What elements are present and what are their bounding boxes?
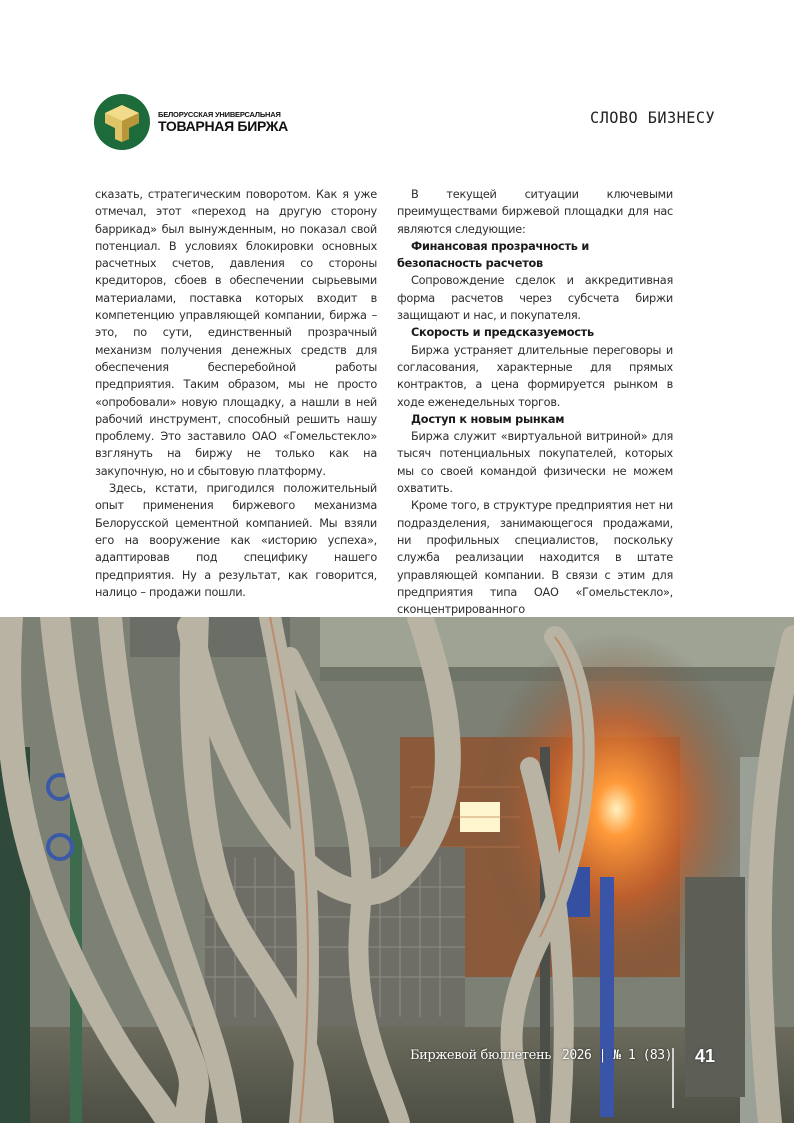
subheading: Финансовая прозрачность и безопасность расчетов [397,239,590,271]
section-title: СЛОВО БИЗНЕСУ [590,108,716,127]
paragraph: Биржа служит «виртуальной витриной» для тысяч потенциальных покупателей, которых мы со своей командой физически не можем охватить. [397,430,673,496]
footer-divider [672,1048,674,1108]
factory-photo [0,617,794,1123]
logo-title: ТОВАРНАЯ БИРЖА [158,118,288,134]
issue-number: 2026 | № 1 (83) [562,1048,672,1063]
article-left-column [95,186,377,601]
paragraph: Здесь, кстати, пригодился положительный опыт применения биржевого механизма Белорусской цементной компанией. Мы взяли его на вооружение как «историю успеха», адаптировав под специфику нашего предприятия. Ну а результат, как говорится, налицо – продажи пошли. [95,482,377,599]
paragraph: Биржа устраняет длительные переговоры и согласования, характерные для прямых контрактов, а цена формируется рынком в ходе еженедельных торгов. [397,343,673,409]
paragraph: Кроме того, в структуре предприятия нет ни подразделения, занимающегося продажами, ни профильных специалистов, поскольку служба реализации находится в штате управляющей компании. В связи с этим для предприятия типа ОАО «Гомельстекло», сконцентрированного [397,499,673,617]
paragraph: сказать, стратегическим поворотом. Как я уже отмечал, этот «переход на другую сторону баррикад» был вынужденным, но показал свой потенциал. В условиях блокировки основных расчетных счетов, давления со стороны кредиторов, сбоев в обеспечении сырьевыми материалами, поставка которых входит в компетенцию управляющей компании, биржа – это, по сути, единственный прозрачный механизм получения денежных средств для обеспечения бесперебойной работы предприятия. Таким образом, мы не просто «опробовали» новую площадку, а нашли в ней рабочий инструмент, способный решить нашу проблему. Это заставило ОАО «Гомельстекло» взглянуть на биржу не только как на закупочную, но и сбытовую платформу. [95,188,377,478]
exchange-cube-logo-icon [94,94,150,150]
paragraph: В текущей ситуации ключевыми преимуществами биржевой площадки для нас являются следующие: [397,188,673,236]
exchange-logo [94,94,288,150]
page-number: 41 [695,1046,716,1066]
paragraph: Сопровождение сделок и аккредитивная форма расчетов через субсчета биржи защищают и нас, и покупателя. [397,274,673,323]
article-right-column [397,186,673,618]
journal-name: Биржевой бюллетень [410,1048,551,1063]
subheading: Доступ к новым рынкам [411,412,565,426]
page-footer [0,1046,794,1076]
logo-subtitle: БЕЛОРУССКАЯ УНИВЕРСАЛЬНАЯ [158,110,281,119]
subheading: Скорость и предсказуемость [411,326,594,340]
